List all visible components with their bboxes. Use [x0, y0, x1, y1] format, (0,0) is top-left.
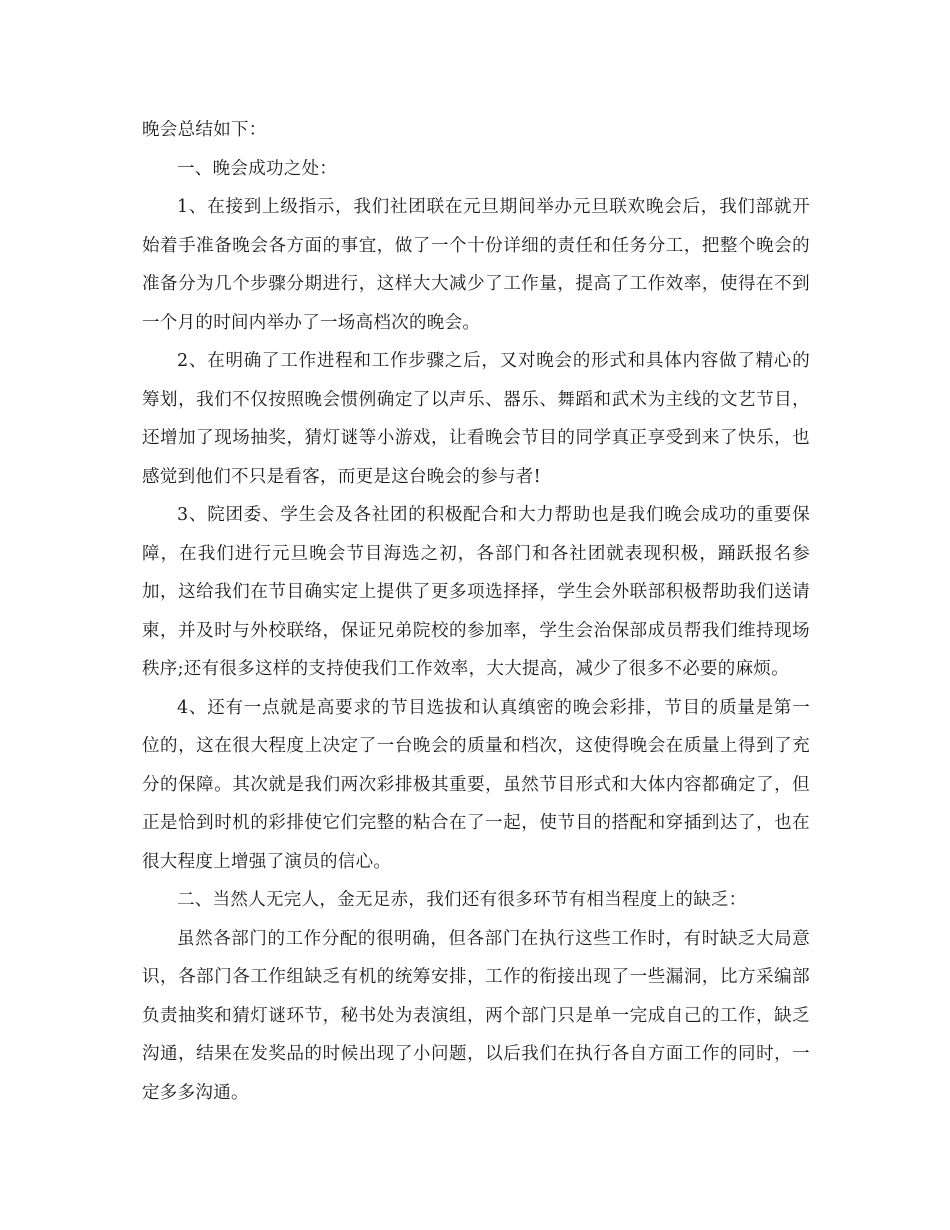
document-body [142, 111, 810, 1112]
intro-paragraph: 晚会总结如下： [142, 120, 267, 140]
success-point-1: 1、在接到上级指示，我们社团联在元旦期间举办元旦联欢晚会后，我们部就开始着手准备晚会各方面的事宜，做了一个十份详细的责任和任务分工，把整个晚会的准备分为几个步骤分期进行，这样大大减少了工作量，提高了工作效率，使得在不到一个月的时间内举办了一场高档次的晚会。 [142, 197, 810, 333]
success-point-2: 2、在明确了工作进程和工作步骤之后，又对晚会的形式和具体内容做了精心的筹划，我们不仅按照晚会惯例确定了以声乐、器乐、舞蹈和武术为主线的文艺节目，还增加了现场抽奖，猜灯谜等小游戏，让看晚会节目的同学真正享受到来了快乐，也感觉到他们不只是看客，而更是这台晚会的参与者! [142, 351, 810, 487]
section-1-heading: 一、晚会成功之处： [177, 158, 338, 179]
shortcoming-paragraph: 虽然各部门的工作分配的很明确，但各部门在执行这些工作时，有时缺乏大局意识，各部门各工作组缺乏有机的统筹安排，工作的衔接出现了一些漏洞，比方采编部负责抽奖和猜灯谜环节，秘书处为表演组，两个部门只是单一完成自己的工作，缺乏沟通，结果在发奖品的时候出现了小问题，以后我们在执行各自方面工作的同时，一定多多沟通。 [142, 928, 810, 1103]
success-point-4: 4、还有一点就是高要求的节目选拔和认真缜密的晚会彩排，节目的质量是第一位的，这在很大程度上决定了一台晚会的质量和档次，这使得晚会在质量上得到了充分的保障。其次就是我们两次彩排极其重要，虽然节目形式和大体内容都确定了，但正是恰到时机的彩排使它们完整的粘合在了一起，使节目的搭配和穿插到达了，也在很大程度上增强了演员的信心。 [142, 697, 810, 872]
section-2-heading: 二、当然人无完人，金无足赤，我们还有很多环节有相当程度上的缺乏： [177, 890, 747, 910]
success-point-3: 3、院团委、学生会及各社团的积极配合和大力帮助也是我们晚会成功的重要保障，在我们进行元旦晚会节目海选之初，各部门和各社团就表现积极，踊跃报名参加，这给我们在节目确实定上提供了更多项选择择，学生会外联部积极帮助我们送请柬，并及时与外校联络，保证兄弟院校的参加率，学生会治保部成员帮我们维持现场秩序;还有很多这样的支持使我们工作效率，大大提高，减少了很多不必要的麻烦。 [142, 505, 810, 679]
